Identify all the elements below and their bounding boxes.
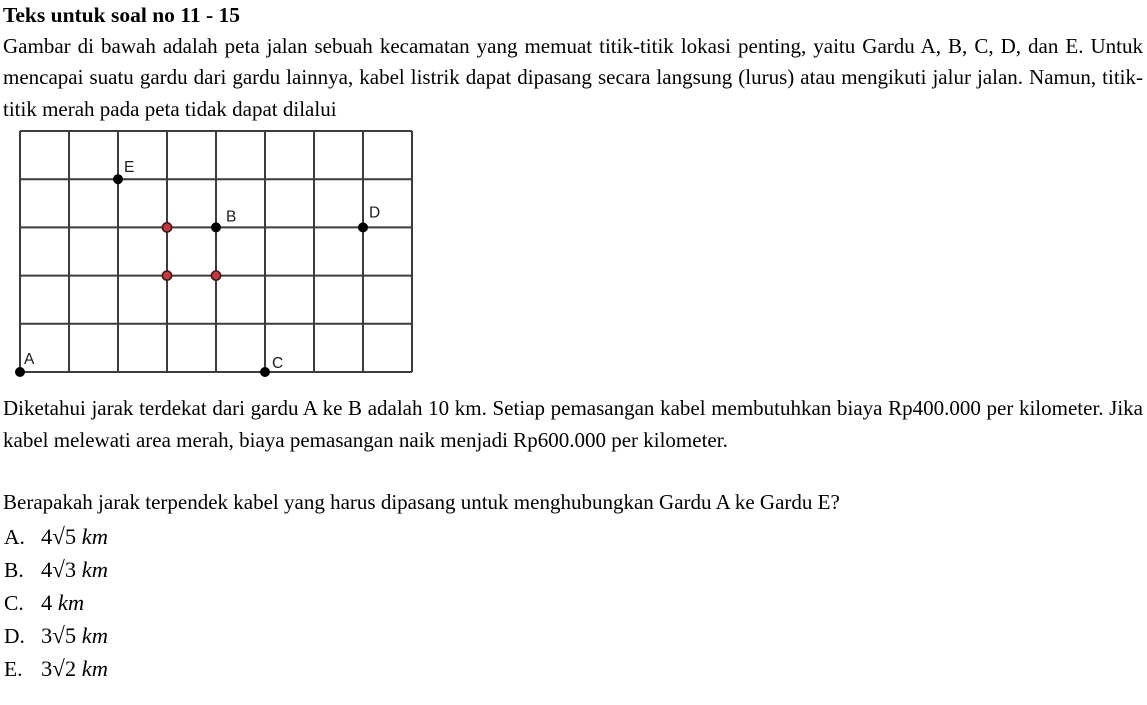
station-dot-B bbox=[211, 223, 221, 233]
station-dot-A bbox=[15, 367, 25, 377]
options-list bbox=[4, 524, 1143, 688]
radical-sign: √ bbox=[52, 655, 65, 681]
option-value bbox=[41, 590, 84, 616]
option-radicand: 5 bbox=[64, 524, 77, 550]
option-coefficient: 3 bbox=[41, 622, 53, 648]
option-row-A bbox=[4, 524, 1143, 557]
option-letter: E. bbox=[4, 656, 23, 681]
option-row-C bbox=[4, 590, 1143, 623]
option-unit: km bbox=[76, 655, 108, 681]
option-unit: km bbox=[52, 590, 85, 616]
option-radicand: 3 bbox=[64, 557, 77, 583]
radical-sign: √ bbox=[52, 622, 65, 648]
option-unit: km bbox=[76, 524, 108, 550]
option-value bbox=[41, 656, 108, 682]
radical-sign: √ bbox=[52, 557, 65, 583]
road-map bbox=[12, 127, 420, 380]
option-value bbox=[41, 557, 108, 583]
station-dot-E bbox=[113, 174, 123, 184]
station-label-A: A bbox=[24, 351, 35, 369]
option-letter: D. bbox=[4, 623, 25, 648]
option-coefficient: 3 bbox=[41, 655, 53, 681]
station-label-C: C bbox=[272, 355, 284, 373]
option-radicand: 5 bbox=[64, 622, 77, 648]
option-row-D bbox=[4, 623, 1143, 656]
obstacle-dot bbox=[162, 271, 171, 280]
option-coefficient: 4 bbox=[41, 524, 53, 550]
option-coefficient: 4 bbox=[41, 557, 53, 583]
intro-paragraph: Gambar di bawah adalah peta jalan sebuah kecamatan yang memuat titik-titik lokasi penting, yaitu Gardu A, B, C, D, dan E. Untuk mencapai suatu gardu dari gardu lainnya, kabel listrik dapat dipasang secara langsung (lurus) atau mengikuti jalur jalan. Namun, titik-titik merah pada peta tidak dapat dilalui bbox=[3, 34, 1143, 121]
station-label-E: E bbox=[124, 159, 135, 177]
road-map-figure bbox=[12, 127, 1143, 380]
option-row-E bbox=[4, 656, 1143, 689]
details-paragraph: Diketahui jarak terdekat dari gardu A ke B adalah 10 km. Setiap pemasangan kabel membutuhkan biaya Rp400.000 per kilometer. Jika kabel melewati area merah, biaya pemasangan naik menjadi Rp600.000 per kilometer. bbox=[3, 396, 1143, 452]
question-text: Berapakah jarak terpendek kabel yang harus dipasang untuk menghubungkan Gardu A ke Gardu E? bbox=[3, 490, 840, 515]
obstacle-dot bbox=[162, 223, 171, 232]
station-dot-D bbox=[358, 223, 368, 233]
option-value bbox=[41, 524, 108, 550]
station-label-B: B bbox=[226, 208, 237, 226]
option-unit: km bbox=[76, 557, 108, 583]
option-row-B bbox=[4, 557, 1143, 590]
option-letter: B. bbox=[4, 558, 24, 583]
option-value bbox=[41, 623, 108, 649]
option-coefficient: 4 bbox=[41, 590, 53, 616]
page-title: Teks untuk soal no 11 - 15 bbox=[3, 3, 240, 27]
option-letter: C. bbox=[4, 591, 24, 616]
option-letter: A. bbox=[4, 525, 25, 550]
station-dot-C bbox=[260, 367, 270, 377]
option-radicand: 2 bbox=[64, 655, 77, 681]
obstacle-dot bbox=[211, 271, 220, 280]
option-unit: km bbox=[76, 622, 108, 648]
station-label-D: D bbox=[369, 204, 381, 222]
radical-sign: √ bbox=[52, 524, 65, 550]
